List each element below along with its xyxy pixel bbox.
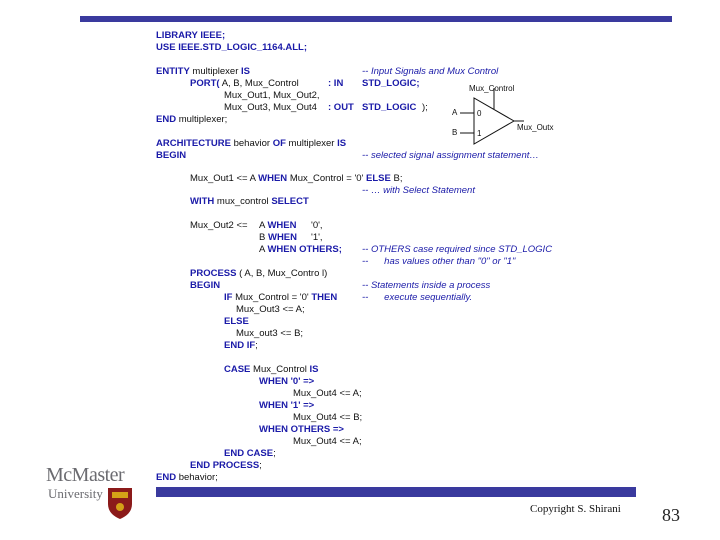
code-line-process-begin: BEGIN xyxy=(190,280,221,291)
code-line-case-assign-2: Mux_Out4 <= A; xyxy=(293,436,362,447)
code-line-if: IF Mux_Control = '0' THEN xyxy=(224,292,338,303)
code-line-when-0: WHEN '0' => xyxy=(259,376,315,387)
use-library-path: IEEE.STD_LOGIC_1164.ALL; xyxy=(178,42,308,53)
code-line-end-case: END CASE; xyxy=(224,448,276,459)
select-row-2-val: '1', xyxy=(311,232,323,243)
code-line-case: CASE Mux_Control IS xyxy=(224,364,319,375)
code-line-if-assign: Mux_Out3 <= A; xyxy=(236,304,305,315)
code-line-end-behavior: END behavior; xyxy=(156,472,218,483)
comment-std-logic-values: -- has values other than "0" or "1" xyxy=(362,256,516,267)
select-row-1-val: '0', xyxy=(311,220,323,231)
code-line-begin: BEGIN xyxy=(156,150,187,161)
port-close: ); xyxy=(422,102,428,113)
code-line-case-assign-1: Mux_Out4 <= B; xyxy=(293,412,363,423)
port-out-type: STD_LOGIC xyxy=(362,102,417,113)
comment-execute-sequentially: -- execute sequentially. xyxy=(362,292,473,303)
mux-control-label: Mux_Control xyxy=(469,84,515,93)
library-statement: LIBRARY IEEE; xyxy=(156,30,226,41)
logo-wordmark: McMaster xyxy=(46,464,125,486)
mux-sel1-label: 1 xyxy=(477,129,482,138)
mux-output-label: Mux_Outx xyxy=(517,123,554,132)
port-in-dir: : IN xyxy=(328,78,344,89)
port-out-dir: : OUT xyxy=(328,102,354,113)
mux-input-a-label: A xyxy=(452,108,458,117)
crest-icon xyxy=(106,486,134,520)
comment-input-signals: -- Input Signals and Mux Control xyxy=(362,66,499,77)
logo-subtitle: University xyxy=(48,486,103,501)
code-line-mux-out2: Mux_Out2 <= xyxy=(190,220,248,231)
entity-name: multiplexer xyxy=(192,66,239,77)
mux-input-b-label: B xyxy=(452,128,458,137)
port-in-type: STD_LOGIC; xyxy=(362,78,420,89)
code-line-else-assign: Mux_out3 <= B; xyxy=(236,328,304,339)
comment-statements-process: -- Statements inside a process xyxy=(362,280,491,291)
code-line-else: ELSE xyxy=(224,316,249,327)
code-line-when-others: WHEN OTHERS => xyxy=(259,424,344,435)
mcmaster-logo xyxy=(46,464,138,524)
select-row-2: B WHEN xyxy=(259,232,298,243)
is-keyword: IS xyxy=(241,66,250,77)
code-line-port-2: Mux_Out1, Mux_Out2, xyxy=(224,90,320,101)
code-line-when-1: WHEN '1' => xyxy=(259,400,315,411)
mux-sel0-label: 0 xyxy=(477,109,482,118)
code-line-end-entity: END multiplexer; xyxy=(156,114,228,125)
code-line-end-process: END PROCESS; xyxy=(190,460,262,471)
code-line-process: PROCESS ( A, B, Mux_Contro l) xyxy=(190,268,328,279)
code-line-entity xyxy=(156,66,250,78)
top-rule xyxy=(80,16,672,22)
code-line-end-if: END IF; xyxy=(224,340,258,351)
code-line-port-3: Mux_Out3, Mux_Out4 xyxy=(224,102,317,113)
entity-keyword: ENTITY xyxy=(156,66,190,77)
comment-with-select: -- … with Select Statement xyxy=(362,185,475,196)
bottom-rule xyxy=(156,487,636,497)
select-row-1: A WHEN xyxy=(259,220,297,231)
comment-selected-assignment: -- selected signal assignment statement… xyxy=(362,150,539,161)
code-line-port-1: PORT( A, B, Mux_Control xyxy=(190,78,299,89)
code-line-with: WITH mux_control SELECT xyxy=(190,196,309,207)
page-number: 83 xyxy=(662,505,680,525)
comment-others-required: -- OTHERS case required since STD_LOGIC xyxy=(362,244,553,255)
code-line-use xyxy=(156,42,307,54)
port-keyword: PORT( xyxy=(190,78,220,89)
select-row-3: A WHEN OTHERS; xyxy=(259,244,342,255)
copyright-text: Copyright S. Shirani xyxy=(530,503,621,515)
use-keyword: USE xyxy=(156,42,176,53)
code-line-architecture: ARCHITECTURE behavior OF multiplexer IS xyxy=(156,138,347,149)
code-line-mux-out1: Mux_Out1 <= A WHEN Mux_Control = '0' ELSE B; xyxy=(190,173,403,184)
code-line-case-assign-0: Mux_Out4 <= A; xyxy=(293,388,362,399)
code-line-library xyxy=(156,30,225,42)
